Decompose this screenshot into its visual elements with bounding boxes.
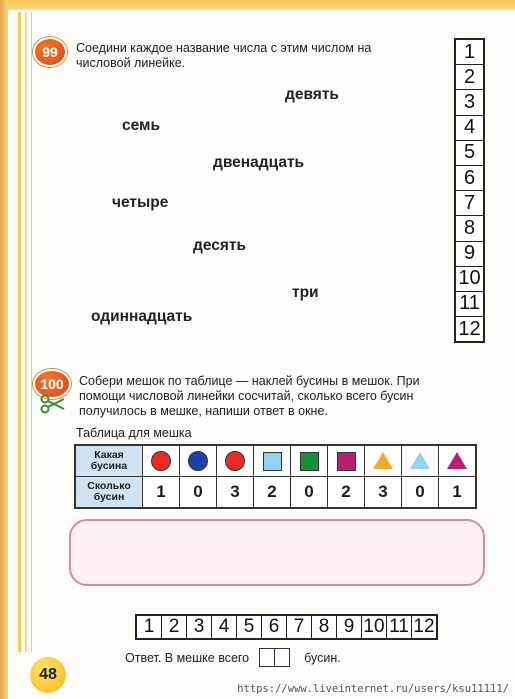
number-line-cell[interactable]: 11 — [387, 616, 412, 638]
number-line-cell[interactable]: 12 — [458, 317, 481, 340]
number-line-cell[interactable]: 6 — [262, 616, 287, 638]
number-line-cell[interactable]: 5 — [237, 616, 262, 638]
light-blue-triangle-bead — [410, 452, 430, 469]
answer-suffix: бусин. — [304, 650, 341, 665]
bead-count: 0 — [291, 477, 328, 509]
number-line-cell[interactable]: 2 — [162, 616, 187, 638]
bead-table — [74, 444, 477, 509]
number-line-cell[interactable]: 6 — [456, 166, 483, 191]
word-three[interactable]: три — [292, 284, 319, 301]
answer-input[interactable] — [259, 648, 290, 667]
scissors-icon — [40, 393, 66, 415]
bead-count: 1 — [143, 477, 180, 509]
number-line-cell[interactable]: 7 — [456, 191, 483, 216]
bead-count-header: Сколько бусин — [75, 477, 143, 509]
margin-stripe — [18, 12, 21, 652]
word-ten[interactable]: десять — [193, 237, 247, 254]
number-line-cell[interactable]: 8 — [312, 616, 337, 638]
answer-line — [125, 648, 341, 667]
orange-triangle-bead — [373, 452, 393, 469]
bead-cell — [291, 445, 328, 477]
bead-count: 1 — [439, 477, 477, 509]
bead-cell — [439, 445, 477, 477]
word-nine[interactable]: девять — [285, 86, 339, 103]
word-four[interactable]: четыре — [112, 194, 169, 211]
bead-type-row — [75, 445, 476, 477]
number-line-cell[interactable]: 12 — [413, 616, 435, 637]
bead-cell — [180, 445, 217, 477]
answer-label: Ответ. В мешке всего — [125, 650, 250, 665]
purple-triangle-bead — [447, 452, 467, 469]
number-line-cell[interactable]: 8 — [456, 216, 483, 241]
task-100-text-line3: получилось в мешке, напиши ответ в окне. — [79, 404, 328, 418]
number-line-cell[interactable]: 11 — [456, 292, 483, 317]
red-circle-bead — [225, 451, 245, 471]
word-twelve[interactable]: двенадцать — [213, 154, 305, 171]
task-99-text-line2: числовой линейке. — [76, 56, 186, 70]
number-line-cell[interactable]: 10 — [456, 267, 483, 292]
green-square-bead — [300, 452, 319, 471]
task-100-instructions — [79, 374, 420, 419]
task-99-text-line1: Соедини каждое название числа с этим числом на — [76, 41, 372, 55]
bead-count: 0 — [402, 477, 439, 509]
number-line-cell[interactable]: 9 — [456, 242, 483, 267]
number-line-cell[interactable]: 3 — [187, 616, 212, 638]
page-left-border — [0, 0, 8, 699]
task-100-badge: 100 — [33, 369, 71, 399]
bead-count-row — [75, 477, 476, 509]
number-line-cell[interactable]: 3 — [456, 90, 483, 115]
page-number: 48 — [30, 657, 66, 693]
task-100-text-line1: Собери мешок по таблице — наклей бусины в мешок. При — [79, 374, 420, 388]
word-eleven[interactable]: одиннадцать — [91, 308, 193, 325]
number-line-cell[interactable]: 10 — [362, 616, 387, 638]
bead-cell — [365, 445, 402, 477]
number-line-cell[interactable]: 5 — [456, 141, 483, 166]
margin-stripe — [31, 12, 32, 652]
bead-cell — [143, 445, 180, 477]
number-line-cell[interactable]: 1 — [456, 40, 483, 65]
bead-cell — [217, 445, 254, 477]
watermark: https://www.liveinternet.ru/users/ksu11111/ — [237, 683, 509, 695]
purple-square-bead — [337, 452, 356, 471]
bead-cell — [328, 445, 365, 477]
blue-circle-bead — [188, 451, 208, 471]
number-line-cell[interactable]: 9 — [337, 616, 362, 638]
bead-type-header: Какая бусина — [75, 445, 143, 477]
bead-bag-area[interactable] — [69, 519, 485, 586]
horizontal-number-line — [135, 614, 438, 640]
word-seven[interactable]: семь — [122, 117, 161, 134]
bead-cell — [254, 445, 291, 477]
number-line-cell[interactable]: 1 — [137, 616, 162, 638]
number-line-cell[interactable]: 2 — [456, 65, 483, 90]
vertical-number-line — [454, 38, 485, 343]
light-blue-square-bead — [263, 452, 282, 471]
page-top-border — [0, 0, 515, 10]
task-100-text-line2: помощи числовой линейки сосчитай, сколько всего бусин — [79, 389, 414, 403]
margin-stripe — [25, 12, 27, 652]
answer-digit-box[interactable] — [260, 649, 274, 666]
bead-count: 2 — [254, 477, 291, 509]
task-99-badge: 99 — [33, 37, 67, 67]
task-99-instructions — [76, 41, 371, 71]
answer-digit-box[interactable] — [274, 649, 289, 666]
bead-count: 3 — [217, 477, 254, 509]
number-line-cell[interactable]: 7 — [287, 616, 312, 638]
table-caption: Таблица для мешка — [76, 426, 192, 440]
red-circle-bead — [151, 451, 171, 471]
number-line-cell[interactable]: 4 — [212, 616, 237, 638]
number-line-cell[interactable]: 4 — [456, 116, 483, 141]
bead-count: 0 — [180, 477, 217, 509]
bead-count: 2 — [328, 477, 365, 509]
bead-count: 3 — [365, 477, 402, 509]
bead-cell — [402, 445, 439, 477]
